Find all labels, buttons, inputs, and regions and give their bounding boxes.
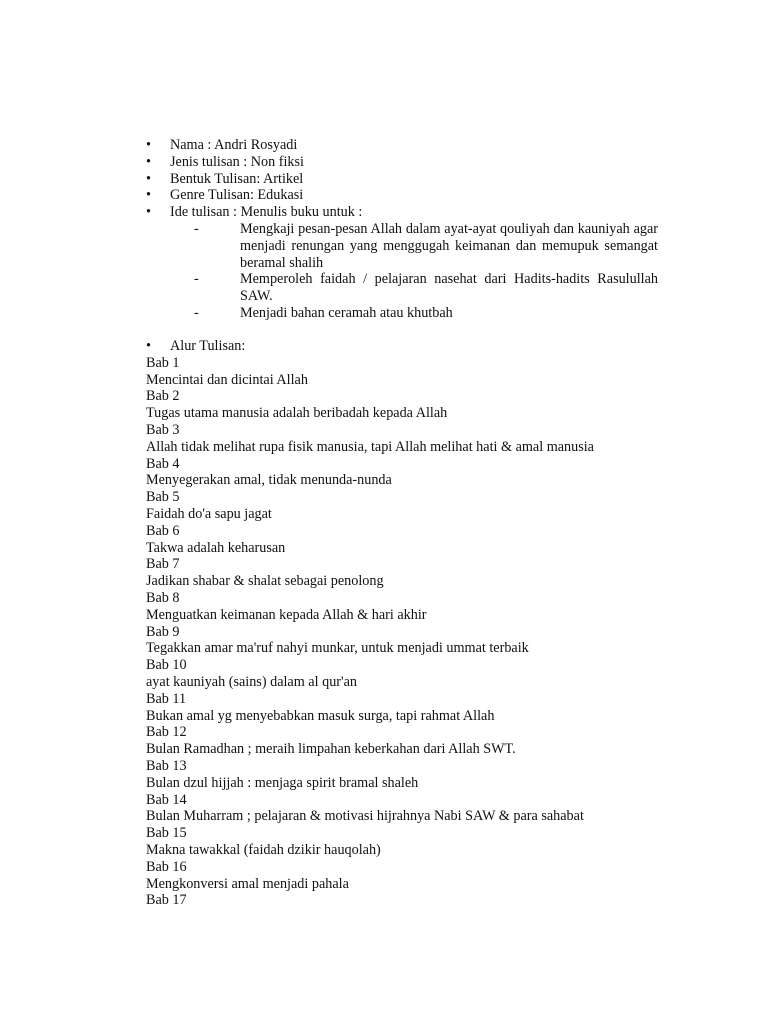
idea-sublist: [194, 221, 658, 322]
dash-marker: -: [194, 220, 199, 237]
outline-heading-text: Alur Tulisan:: [170, 338, 246, 354]
idea-item: [194, 305, 658, 322]
info-text: Nama : Andri Rosyadi: [170, 137, 298, 153]
chapter-item: [146, 657, 706, 691]
bullet-icon: •: [146, 338, 151, 354]
idea-text: Menjadi bahan ceramah atau khutbah: [240, 304, 453, 321]
chapter-title: Bab 11: [146, 690, 187, 707]
chapter-item: [146, 456, 706, 490]
idea-text: Mengkaji pesan-pesan Allah dalam ayat-ayat qouliyah dan kauniyah agar menjadi renungan yang menggugah keimanan dan memupuk semangat beramal shalih: [240, 220, 658, 271]
chapter-description: Bulan dzul hijjah : menjaga spirit bramal shaleh: [146, 774, 419, 791]
chapter-description: Jadikan shabar & shalat sebagai penolong: [146, 573, 384, 590]
bullet-icon: •: [146, 170, 151, 187]
chapter-item: [146, 624, 706, 658]
bullet-icon: •: [146, 153, 151, 170]
chapter-title: Bab 6: [146, 522, 180, 539]
chapter-title: Bab 9: [146, 623, 180, 640]
chapter-description: Faidah do'a sapu jagat: [146, 505, 272, 522]
chapter-title: Bab 1: [146, 354, 180, 371]
chapter-list: [146, 355, 706, 909]
info-item-genre: [146, 187, 666, 204]
chapter-title: Bab 12: [146, 724, 187, 741]
chapter-item: [146, 556, 706, 590]
chapter-item: [146, 758, 706, 792]
dash-marker: -: [194, 304, 199, 321]
chapter-title: Bab 8: [146, 589, 180, 606]
info-item-nama: [146, 137, 666, 154]
chapter-item: [146, 590, 706, 624]
bullet-icon: •: [146, 137, 151, 153]
info-text: Ide tulisan : Menulis buku untuk :: [170, 204, 363, 221]
chapter-description: Makna tawakkal (faidah dzikir hauqolah): [146, 841, 381, 858]
chapter-description: Bulan Ramadhan ; meraih limpahan keberkahan dari Allah SWT.: [146, 741, 516, 758]
chapter-title: Bab 15: [146, 825, 187, 842]
chapter-item: [146, 724, 706, 758]
chapter-item: [146, 523, 706, 557]
chapter-description: ayat kauniyah (sains) dalam al qur'an: [146, 673, 357, 690]
chapter-description: Menguatkan keimanan kepada Allah & hari akhir: [146, 606, 427, 623]
info-list: [146, 137, 666, 322]
chapter-title: Bab 5: [146, 489, 180, 506]
bullet-icon: •: [146, 204, 151, 221]
chapter-title: Bab 16: [146, 858, 187, 875]
idea-item: [194, 221, 658, 271]
outline-heading: [146, 338, 706, 355]
chapter-title: Bab 14: [146, 791, 187, 808]
chapter-title: Bab 3: [146, 421, 180, 438]
chapter-title: Bab 2: [146, 388, 180, 405]
chapter-description: Menyegerakan amal, tidak menunda-nunda: [146, 472, 392, 489]
info-text: Bentuk Tulisan: Artikel: [170, 170, 304, 187]
info-text: Jenis tulisan : Non fiksi: [170, 153, 304, 170]
chapter-item: [146, 859, 706, 893]
chapter-description: Allah tidak melihat rupa fisik manusia, tapi Allah melihat hati & amal manusia: [146, 438, 594, 455]
chapter-description: Bulan Muharram ; pelajaran & motivasi hijrahnya Nabi SAW & para sahabat: [146, 808, 584, 825]
chapter-description: Bukan amal yg menyebabkan masuk surga, tapi rahmat Allah: [146, 707, 495, 724]
info-item-bentuk: [146, 171, 666, 188]
chapter-description: Mengkonversi amal menjadi pahala: [146, 875, 349, 892]
info-item-ide: [146, 204, 666, 322]
chapter-item: [146, 489, 706, 523]
chapter-item: [146, 422, 706, 456]
chapter-description: Mencintai dan dicintai Allah: [146, 371, 308, 388]
chapter-item: [146, 825, 706, 859]
chapter-item: [146, 388, 706, 422]
outline-section: [146, 338, 706, 909]
info-item-jenis: [146, 154, 666, 171]
chapter-item: [146, 792, 706, 826]
bullet-icon: •: [146, 187, 151, 204]
chapter-title: Bab 17: [146, 892, 187, 909]
info-text: Genre Tulisan: Edukasi: [170, 187, 304, 204]
chapter-item: [146, 355, 706, 389]
chapter-item: [146, 691, 706, 725]
chapter-description: Tegakkan amar ma'ruf nahyi munkar, untuk menjadi ummat terbaik: [146, 640, 529, 657]
chapter-description: Takwa adalah keharusan: [146, 539, 286, 556]
idea-item: [194, 271, 658, 305]
chapter-item: [146, 892, 706, 909]
chapter-title: Bab 10: [146, 657, 187, 674]
chapter-title: Bab 7: [146, 556, 180, 573]
chapter-description: Tugas utama manusia adalah beribadah kepada Allah: [146, 405, 448, 422]
idea-text: Memperoleh faidah / pelajaran nasehat dari Hadits-hadits Rasulullah SAW.: [240, 271, 658, 305]
dash-marker: -: [194, 271, 199, 288]
chapter-title: Bab 13: [146, 757, 187, 774]
chapter-title: Bab 4: [146, 455, 180, 472]
